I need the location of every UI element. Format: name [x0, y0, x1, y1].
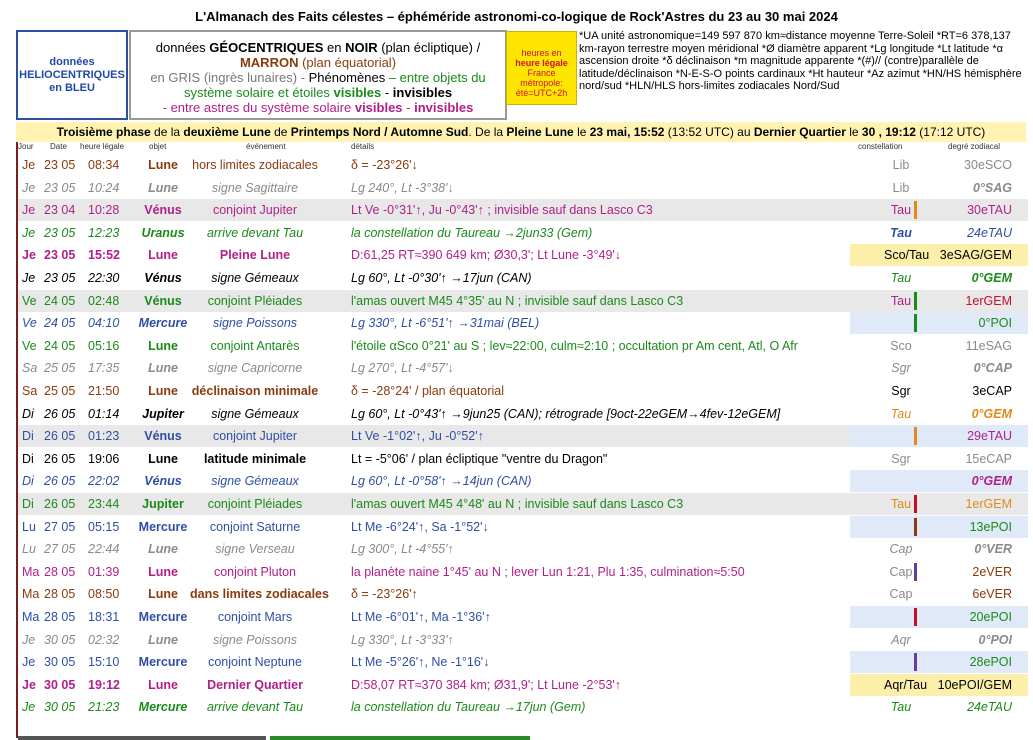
cell-time: 22:02	[88, 474, 120, 489]
cell-date: 26 05	[44, 451, 76, 466]
phase-text: (13:52 UTC) au	[664, 125, 754, 139]
table-row	[18, 425, 1028, 447]
legend-geo-line1	[131, 40, 505, 55]
cell-event: conjoint Antarès	[210, 338, 300, 353]
table-row	[18, 493, 1028, 515]
table-row	[18, 470, 1028, 492]
cell-constellation: Cap	[889, 542, 913, 557]
cell-event: signe Sagittaire	[211, 180, 299, 195]
cell-date: 26 05	[44, 406, 76, 421]
cell-event: conjoint Jupiter	[212, 429, 298, 444]
cell-degree: 0°GEM	[971, 271, 1012, 285]
cell-constellation: Sco	[890, 338, 912, 353]
cell-date: 30 05	[44, 655, 76, 670]
cell-details: Lg 60°, Lt -0°30'↑ →17jun (CAN)	[351, 271, 532, 285]
legend-text: en	[150, 70, 169, 85]
cell-day: Ma	[22, 610, 40, 624]
legend-geo-line3	[131, 70, 505, 85]
cell-date: 26 05	[44, 429, 76, 444]
cell-day: Je	[22, 655, 36, 670]
cell-object: Mercure	[138, 519, 188, 534]
phase-text: Printemps Nord / Automne Sud	[290, 125, 469, 139]
legend-geo-line2	[131, 55, 505, 70]
cell-date: 23 04	[44, 203, 76, 218]
legend-text: – entre objets du	[385, 70, 486, 85]
cell-time: 01:14	[88, 406, 120, 421]
legend-text: - entre astres du système solaire	[162, 100, 355, 115]
cell-details: Lg 330°, Lt -6°51'↑ →31mai (BEL)	[351, 316, 540, 331]
cell-date: 27 05	[44, 542, 76, 557]
cell-degree: 2eVER	[972, 564, 1012, 579]
cell-constellation: Sco/Tau	[884, 248, 930, 263]
legend-text: NOIR	[345, 40, 378, 55]
phase-banner	[16, 122, 1026, 142]
phase-text: Dernier Quartier	[753, 125, 846, 139]
cell-day: Ve	[22, 338, 37, 353]
cell-details: l'amas ouvert M45 4°35' au N ; invisible sauf dans Lasco C3	[351, 293, 684, 308]
cell-time: 05:16	[88, 338, 120, 353]
legend-helio-line: HELIOCENTRIQUES	[19, 69, 125, 81]
phase-text: deuxième Lune	[183, 125, 271, 139]
table-row	[18, 583, 1028, 605]
planet-marker	[914, 495, 917, 513]
cell-date: 28 05	[44, 564, 76, 579]
cell-day: Di	[22, 406, 34, 421]
cell-event: latitude minimale	[203, 451, 307, 466]
cell-object: Lune	[148, 158, 178, 172]
cell-constellation: Tau	[890, 700, 912, 715]
legend-heures-line: été=UTC+2h	[515, 88, 568, 98]
cell-constellation: Aqr/Tau	[884, 677, 928, 692]
cell-degree: 30eTAU	[967, 203, 1012, 218]
cell-day: Je	[22, 700, 36, 715]
cell-day: Je	[22, 271, 36, 285]
cell-date: 24 05	[44, 338, 76, 353]
cell-event: déclinaison minimale	[191, 384, 319, 398]
cell-object: Mercure	[138, 610, 188, 624]
cell-event: conjoint Neptune	[208, 655, 302, 670]
cell-date: 23 05	[44, 271, 76, 285]
cell-constellation: Tau	[890, 293, 912, 308]
table-row	[18, 516, 1028, 538]
legend-text: système solaire et étoiles	[183, 85, 334, 100]
cell-degree: 11eSAG	[965, 338, 1012, 353]
cell-constellation: Sgr	[891, 361, 911, 376]
legend-text: invisibles	[392, 85, 453, 100]
table-row	[18, 561, 1028, 583]
table-row	[18, 403, 1028, 425]
cell-constellation: Sgr	[891, 384, 911, 398]
cell-constellation: Cap	[889, 564, 913, 579]
cell-degree: 24eTAU	[967, 225, 1012, 240]
cell-object: Lune	[148, 451, 178, 466]
cell-event: conjoint Saturne	[209, 519, 301, 534]
cell-event: Pleine Lune	[219, 248, 291, 263]
cell-date: 26 05	[44, 497, 76, 511]
legend-text: -	[381, 85, 393, 100]
cell-time: 17:35	[88, 361, 120, 376]
cell-degree: 1erGEM	[965, 497, 1012, 511]
cell-degree: 0°VER	[974, 542, 1012, 557]
table-row	[18, 267, 1028, 289]
table-row	[18, 244, 1028, 266]
cell-details: Lg 330°, Lt -3°33'↑	[351, 632, 454, 647]
cell-details: Lt Me -5°26'↑, Ne -1°16'↓	[351, 655, 490, 670]
cell-date: 23 05	[44, 180, 76, 195]
cell-details: Lt Ve -0°31'↑, Ju -0°43'↑ ; invisible sauf dans Lasco C3	[351, 203, 653, 218]
cell-details: Lt Me -6°24'↑, Sa -1°52'↓	[351, 519, 489, 534]
legend-heures-line: France	[527, 68, 556, 78]
cell-time: 05:15	[88, 519, 120, 534]
legend-text: (plan équatorial)	[298, 55, 397, 70]
cell-time: 15:10	[88, 655, 120, 670]
cell-time: 19:06	[88, 451, 120, 466]
cell-degree: 29eTAU	[967, 429, 1012, 444]
table-row	[18, 448, 1028, 470]
cell-event: arrive devant Tau	[206, 225, 304, 240]
cell-time: 08:34	[88, 158, 120, 172]
cell-event: signe Capricorne	[207, 361, 303, 376]
cell-constellation: Tau	[890, 406, 912, 421]
cell-date: 24 05	[44, 316, 76, 331]
cell-date: 24 05	[44, 293, 76, 308]
cell-degree: 24eTAU	[967, 700, 1012, 715]
legend-heures-line: heure légale	[515, 58, 568, 68]
cell-object: Lune	[148, 180, 178, 195]
cell-time: 23:44	[88, 497, 120, 511]
legend-geo-box	[129, 30, 507, 120]
table-row	[18, 290, 1028, 312]
cell-details: δ = -23°26'↑	[351, 587, 418, 602]
legend-text: Phénomènes	[308, 70, 386, 85]
cell-object: Vénus	[144, 203, 182, 218]
cell-day: Sa	[22, 361, 38, 376]
cell-date: 25 05	[44, 384, 76, 398]
cell-day: Sa	[22, 384, 38, 398]
cell-day: Ma	[22, 587, 40, 602]
cell-object: Jupiter	[142, 497, 184, 511]
phase-text: 23 mai, 15:52	[589, 125, 665, 139]
column-header-date: Date	[50, 142, 67, 151]
cell-object: Uranus	[141, 225, 185, 240]
legend-notes: *UA unité astronomique=149 597 870 km≈distance moyenne Terre-Soleil *RT=6 378,137 km-rayon terrestre moyen méridional *Ø diamètre apparent *Lg longitude *Lt latitude *α ascension droite *δ déclinaison *m magnitude apparente *(#)// (contre)parallèle de latitude/déclinaison *N-E-S-O points cardinaux *Ht hauteur *Az azimut *HN/HS hémisphère nord/sud *HLN/HLS hors-limites zodiacales Nord/Sud	[579, 30, 1022, 92]
cell-event: conjoint Pluton	[213, 564, 296, 579]
cell-object: Lune	[148, 677, 178, 692]
legend-text: (ingrès lunaires) -	[200, 70, 309, 85]
phase-text: Pleine Lune	[506, 125, 574, 139]
table-row	[18, 154, 1028, 176]
cell-event: arrive devant Tau	[206, 700, 304, 715]
cell-degree: 20ePOI	[969, 610, 1012, 624]
cell-object: Mercure	[138, 316, 188, 331]
cell-degree: 3eSAG/GEM	[939, 248, 1012, 263]
table-row	[18, 629, 1028, 651]
cell-details: δ = -23°26'↓	[351, 158, 418, 172]
legend-text: (plan écliptique) /	[377, 40, 481, 55]
planet-marker	[914, 653, 917, 671]
legend-text: en	[323, 40, 346, 55]
cell-object: Lune	[148, 361, 178, 376]
cell-degree: 3eCAP	[972, 384, 1012, 398]
cell-time: 08:50	[88, 587, 120, 602]
cell-degree: 0°SAG	[972, 180, 1012, 195]
cell-event: hors limites zodiacales	[192, 158, 318, 172]
cell-degree: 0°GEM	[971, 474, 1012, 489]
cell-degree: 1erGEM	[965, 293, 1012, 308]
cell-degree: 13ePOI	[969, 519, 1012, 534]
legend-geo-line5	[131, 100, 505, 115]
cell-time: 01:39	[88, 564, 120, 579]
cell-date: 23 05	[44, 248, 76, 263]
cell-day: Di	[22, 497, 34, 511]
cell-event: dans limites zodiacales	[190, 587, 329, 602]
cell-time: 04:10	[88, 316, 120, 331]
cell-event: signe Poissons	[212, 316, 298, 331]
cell-details: Lt Me -6°01'↑, Ma -1°36'↑	[351, 610, 491, 624]
legend-helio-line: en BLEU	[49, 82, 95, 94]
cell-object: Mercure	[138, 700, 188, 715]
cell-degree: 0°CAP	[973, 361, 1012, 376]
cell-object: Jupiter	[142, 406, 184, 421]
cell-constellation: Cap	[889, 587, 913, 602]
cell-time: 19:12	[88, 677, 120, 692]
legend-text: visibles	[333, 85, 382, 100]
cell-date: 28 05	[44, 587, 76, 602]
legend-text: invisibles	[414, 100, 474, 115]
cell-time: 02:48	[88, 293, 120, 308]
planet-marker	[914, 292, 917, 310]
legend-heures-box	[506, 31, 577, 105]
cell-details: Lg 300°, Lt -4°55'↑	[351, 542, 454, 557]
column-header-objet: objet	[149, 142, 167, 151]
cell-details: Lg 60°, Lt -0°43'↑ →9jun25 (CAN); rétrograde [9oct-22eGEM→4fev-12eGEM]	[351, 406, 781, 421]
planet-marker	[914, 201, 917, 219]
cell-date: 25 05	[44, 361, 76, 376]
cell-date: 26 05	[44, 474, 76, 489]
planet-marker	[914, 563, 917, 581]
cell-object: Lune	[148, 632, 178, 647]
cell-constellation: Aqr	[891, 632, 911, 647]
cell-details: D:61,25 RT≈390 649 km; Ø30,3'; Lt Lune -3°49'↓	[351, 248, 622, 263]
cell-object: Vénus	[144, 293, 182, 308]
cell-time: 22:44	[88, 542, 120, 557]
cell-constellation: Lib	[892, 158, 910, 172]
cell-object: Mercure	[138, 655, 188, 670]
column-header-jour: Jour	[18, 142, 34, 151]
legend-text: MARRON	[239, 55, 299, 70]
cell-day: Je	[22, 203, 36, 218]
legend-text: GRIS	[168, 70, 201, 85]
table-row	[18, 199, 1028, 221]
cell-time: 21:23	[88, 700, 120, 715]
cell-time: 02:32	[88, 632, 120, 647]
cell-event: conjoint Pléiades	[207, 293, 303, 308]
cell-event: conjoint Mars	[217, 610, 293, 624]
table-row	[18, 606, 1028, 628]
cell-day: Je	[22, 677, 36, 692]
cell-degree: 0°POI	[978, 316, 1012, 331]
legend-helio-box	[16, 30, 128, 120]
cell-degree: 30eSCO	[964, 158, 1012, 172]
cell-day: Di	[22, 429, 34, 444]
cell-event: Dernier Quartier	[207, 677, 303, 692]
column-header-constellation: constellation	[858, 142, 903, 151]
phase-text: Troisième phase	[56, 125, 151, 139]
cell-constellation: Tau	[890, 497, 912, 511]
cell-day: Je	[22, 632, 36, 647]
cell-day: Di	[22, 474, 34, 489]
cell-time: 22:30	[88, 271, 120, 285]
cell-day: Je	[22, 225, 36, 240]
cell-date: 27 05	[44, 519, 76, 534]
legend-text: GÉOCENTRIQUES	[209, 40, 324, 55]
cell-constellation: Lib	[892, 180, 910, 195]
cell-time: 01:23	[88, 429, 120, 444]
cell-details: Lg 240°, Lt -3°38'↓	[351, 180, 454, 195]
cell-details: Lt = -5°06' / plan écliptique "ventre du Dragon"	[351, 451, 608, 466]
legend-heures-line: heures en	[521, 48, 562, 58]
cell-day: Ve	[22, 293, 37, 308]
column-header-heure: heure légale	[80, 142, 125, 151]
cell-details: Lt Ve -1°02'↑, Ju -0°52'↑	[351, 429, 484, 444]
cell-event: signe Gémeaux	[211, 271, 299, 285]
cell-date: 23 05	[44, 225, 76, 240]
cell-object: Lune	[148, 587, 178, 602]
cell-date: 30 05	[44, 677, 76, 692]
cell-day: Lu	[22, 542, 36, 557]
cell-day: Je	[22, 180, 36, 195]
cell-object: Lune	[148, 248, 178, 263]
cell-degree: 6eVER	[972, 587, 1012, 602]
planet-marker	[914, 427, 917, 445]
cell-event: signe Verseau	[215, 542, 295, 557]
cell-event: signe Gémeaux	[211, 474, 299, 489]
legend-heures-line: métropole:	[520, 78, 563, 88]
table-row	[18, 380, 1028, 402]
table-row	[18, 335, 1028, 357]
legend-geo-line4	[131, 85, 505, 100]
cell-time: 10:28	[88, 203, 120, 218]
cell-degree: 0°GEM	[971, 406, 1012, 421]
cell-time: 18:31	[88, 610, 120, 624]
legend-text: visibles	[354, 100, 403, 115]
phase-text: le	[573, 125, 590, 139]
cell-event: conjoint Pléiades	[207, 497, 303, 511]
cell-constellation: Tau	[890, 203, 912, 218]
cell-object: Lune	[148, 542, 178, 557]
phase-text: de la	[150, 125, 184, 139]
phase-text: de	[270, 125, 291, 139]
cell-details: la planète naine 1°45' au N ; lever Lun 1:21, Plu 1:35, culmination≈5:50	[351, 564, 745, 579]
cell-details: la constellation du Taureau →17jun (Gem)	[351, 700, 586, 715]
cell-event: conjoint Jupiter	[212, 203, 298, 218]
legend-text: -	[402, 100, 415, 115]
cell-day: Di	[22, 451, 34, 466]
legend-helio-line: données	[49, 56, 95, 68]
cell-details: Lg 60°, Lt -0°58'↑ →14jun (CAN)	[351, 474, 532, 489]
cell-date: 23 05	[44, 158, 76, 172]
cell-time: 21:50	[88, 384, 120, 398]
table-row	[18, 357, 1028, 379]
cell-details: la constellation du Taureau →2jun33 (Gem)	[351, 225, 593, 240]
cell-day: Je	[22, 158, 36, 172]
cell-degree: 0°POI	[978, 632, 1012, 647]
cell-object: Lune	[148, 384, 178, 398]
cell-details: l'étoile αSco 0°21' au S ; lev≈22:00, culm≈2:10 ; occultation pr Am cent, Atl, O Afr	[351, 338, 798, 353]
cell-event: signe Poissons	[212, 632, 298, 647]
legend-text: données	[155, 40, 210, 55]
cell-degree: 28ePOI	[969, 655, 1012, 670]
planet-marker	[914, 608, 917, 626]
cell-constellation: Tau	[890, 271, 912, 285]
cell-details: l'amas ouvert M45 4°48' au N ; invisible sauf dans Lasco C3	[351, 497, 684, 511]
cell-time: 15:52	[88, 248, 120, 263]
cell-object: Lune	[148, 564, 178, 579]
table-row	[18, 674, 1028, 696]
phase-text: (17:12 UTC)	[915, 125, 986, 139]
footer-bar	[270, 736, 530, 740]
cell-object: Vénus	[144, 429, 182, 444]
cell-constellation: Tau	[890, 225, 912, 240]
table-row	[18, 177, 1028, 199]
column-header-evenement: événement	[246, 142, 286, 151]
cell-time: 10:24	[88, 180, 120, 195]
cell-object: Vénus	[144, 474, 182, 489]
table-row	[18, 696, 1028, 718]
cell-event: signe Gémeaux	[211, 406, 299, 421]
page-title: L'Almanach des Faits célestes – éphéméride astronomi-co-logique de Rock'Astres du 23 au 30 mai 2024	[195, 9, 838, 24]
table-row	[18, 312, 1028, 334]
cell-day: Je	[22, 248, 36, 263]
cell-details: δ = -28°24' / plan équatorial	[351, 384, 504, 398]
table-row	[18, 222, 1028, 244]
cell-object: Vénus	[144, 271, 182, 285]
cell-details: D:58,07 RT≈370 384 km; Ø31,9'; Lt Lune -2°53'↑	[351, 677, 622, 692]
cell-day: Lu	[22, 519, 36, 534]
column-header-details: détails	[351, 142, 375, 151]
column-header-degre: degré zodiacal	[948, 142, 1001, 151]
cell-object: Lune	[148, 338, 178, 353]
cell-day: Ve	[22, 316, 37, 331]
cell-date: 30 05	[44, 700, 76, 715]
cell-degree: 10ePOI/GEM	[937, 677, 1012, 692]
phase-text: 30 , 19:12	[861, 125, 916, 139]
footer-bar	[18, 736, 266, 740]
cell-date: 30 05	[44, 632, 76, 647]
cell-time: 12:23	[88, 225, 120, 240]
phase-text: le	[845, 125, 862, 139]
cell-constellation: Sgr	[891, 451, 911, 466]
cell-details: Lg 270°, Lt -4°57'↓	[351, 361, 454, 376]
phase-text: . De la	[468, 125, 507, 139]
planet-marker	[914, 518, 917, 536]
table-row	[18, 651, 1028, 673]
cell-date: 28 05	[44, 610, 76, 624]
cell-day: Ma	[22, 564, 40, 579]
table-row	[18, 538, 1028, 560]
cell-degree: 15eCAP	[965, 451, 1012, 466]
planet-marker	[914, 314, 917, 332]
